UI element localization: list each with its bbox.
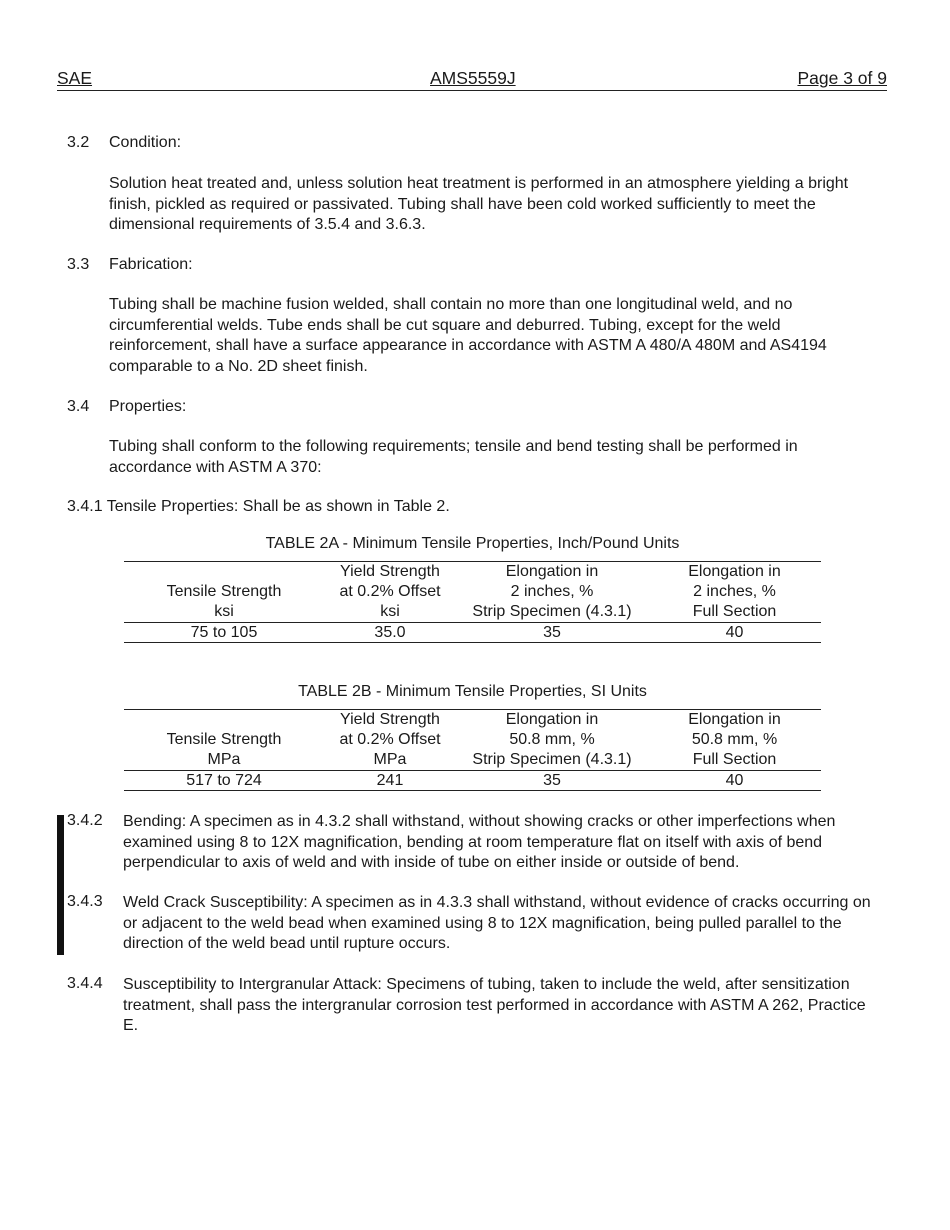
section-number: 3.2 [67, 134, 90, 151]
table-header-cell: MPa [124, 750, 324, 771]
table-header-cell: Full Section [648, 602, 821, 623]
table-header-cell: Elongation in [648, 710, 821, 731]
header-doc-id: AMS5559J [430, 68, 516, 88]
table-header-cell: at 0.2% Offset [339, 583, 441, 600]
table-header-cell: Tensile Strength [166, 731, 282, 748]
section-3-2-text: Solution heat treated and, unless solution heat treatment is performed in an atmosphere yielding a bright finish, pickled as required or passivated. Tubing shall have been cold worked sufficiently to meet the dimensional requirements of 3.5.4 and 3.6.3. [109, 175, 849, 233]
section-title: Fabrication: [109, 256, 193, 273]
table-header-cell: MPa [324, 750, 456, 771]
table-header-row [124, 582, 821, 602]
section-number: 3.3 [67, 256, 90, 273]
table-header-cell: Elongation in [648, 562, 821, 583]
table-cell: 35 [456, 771, 648, 791]
section-3-3-text: Tubing shall be machine fusion welded, shall contain no more than one longitudinal weld, and no circumferential welds. Tube ends shall be cut square and deburred. Tubing, except for the weld reinforcement, shall have a surface appearance in accordance with ASTM A 480/A 480M and AS4194 comparable to a No. 2D sheet finish. [109, 296, 827, 375]
table-cell: 75 to 105 [124, 623, 324, 643]
section-3-4-1-text: 3.4.1 Tensile Properties: Shall be as shown in Table 2. [67, 498, 450, 515]
table-cell: 35.0 [324, 623, 456, 643]
table-header-cell: 50.8 mm, % [509, 731, 595, 748]
table-header-cell [124, 710, 324, 731]
table-2b [124, 709, 821, 791]
table-header-cell: at 0.2% Offset [339, 731, 441, 748]
section-text: Bending: A specimen as in 4.3.2 shall withstand, without showing cracks or other imperfections when examined using 8 to 12X magnification, bending at room temperature flat on itself with axis of bend perpendicular to axis of weld and with inside of tube on either inside or outside of bend. [123, 813, 836, 871]
table-2a-title: TABLE 2A - Minimum Tensile Properties, Inch/Pound Units [265, 535, 680, 552]
table-header-cell: ksi [124, 602, 324, 623]
section-title: Condition: [109, 134, 182, 151]
section-text: Weld Crack Susceptibility: A specimen as in 4.3.3 shall withstand, without evidence of cracks occurring on or adjacent to the weld bead when examined using 8 to 12X magnification, being pulled parallel to the direction of the weld bead until rupture occurs. [123, 894, 871, 952]
table-cell: 517 to 724 [124, 771, 324, 791]
table-header-cell: ksi [324, 602, 456, 623]
section-number: 3.4 [67, 398, 90, 415]
table-header-cell: 50.8 mm, % [691, 731, 778, 748]
section-text: Susceptibility to Intergranular Attack: Specimens of tubing, taken to include the weld, after sensitization treatment, shall pass the intergranular corrosion test performed in accordance with ASTM A 262, Practice E. [123, 976, 866, 1034]
table-cell: 40 [648, 623, 821, 643]
section-title: Properties: [109, 398, 187, 415]
table-header-row [124, 602, 821, 623]
table-header-cell: 2 inches, % [510, 583, 594, 600]
table-header-cell: Tensile Strength [166, 583, 282, 600]
table-header-cell: 2 inches, % [693, 583, 776, 600]
table-header-row [124, 710, 821, 731]
table-header-cell [124, 562, 324, 583]
table-header-cell: Elongation in [456, 710, 648, 731]
table-header-cell: Strip Specimen (4.3.1) [456, 750, 648, 771]
table-header-cell: Full Section [648, 750, 821, 771]
table-header-row [124, 730, 821, 750]
table-row [124, 771, 821, 791]
table-cell: 40 [648, 771, 821, 791]
section-number: 3.4.4 [67, 975, 103, 992]
table-header-row [124, 750, 821, 771]
table-header-cell: Yield Strength [324, 710, 456, 731]
revision-change-bar [57, 815, 64, 955]
table-header-cell: Elongation in [456, 562, 648, 583]
table-header-row [124, 562, 821, 583]
table-header-cell: Strip Specimen (4.3.1) [456, 602, 648, 623]
section-number: 3.4.2 [67, 812, 103, 829]
table-cell: 241 [324, 771, 456, 791]
section-number: 3.4.3 [67, 893, 103, 910]
header-org: SAE [57, 68, 93, 88]
table-cell: 35 [456, 623, 648, 643]
table-row [124, 623, 821, 643]
page-header [57, 68, 887, 91]
table-header-cell: Yield Strength [324, 562, 456, 583]
section-3-4-text: Tubing shall conform to the following requirements; tensile and bend testing shall be performed in accordance with ASTM A 370: [109, 438, 798, 476]
header-page-number: Page 3 of 9 [797, 68, 887, 88]
table-2a [124, 561, 821, 643]
table-2b-title: TABLE 2B - Minimum Tensile Properties, SI Units [298, 683, 647, 700]
